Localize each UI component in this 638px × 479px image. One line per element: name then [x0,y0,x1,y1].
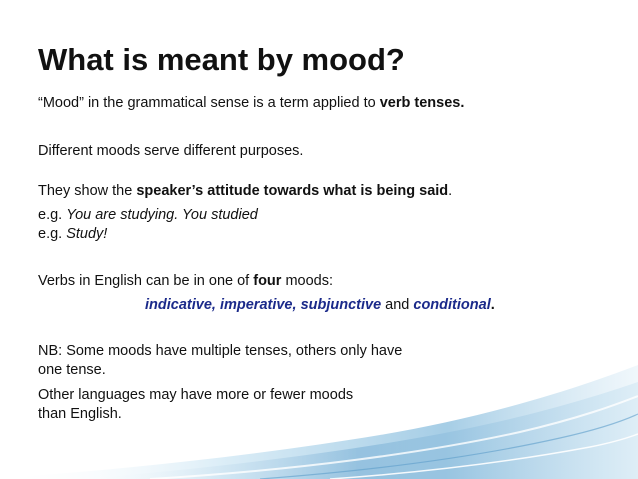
example-line-2 [38,225,107,243]
paragraph-attitude [38,182,452,200]
mood-subjunctive: subjunctive [300,297,382,313]
nb-line-2: one tense. [38,362,106,378]
separator: , [292,297,301,313]
example-prefix: e.g. [38,226,67,242]
moods-list [145,296,495,314]
text: “Mood” in the grammatical sense is a term applied to [38,95,380,111]
paragraph-mood-definition [38,94,464,112]
bold-text: verb tenses. [379,95,465,111]
text: moods: [281,273,334,289]
text: They show the [38,183,137,199]
bold-text: speaker’s attitude towards what is being said [136,183,449,199]
conjunction-and: and [381,297,414,313]
other-languages-line-1: Other languages may have more or fewer moods [38,387,354,403]
example-italic: You are studying. You studied [66,207,258,223]
separator: , [211,297,220,313]
mood-indicative: indicative [145,297,212,313]
bold-text: four [253,273,282,289]
paragraph-purposes: Different moods serve different purposes. [38,143,304,159]
mood-conditional: conditional [413,297,491,313]
example-prefix: e.g. [38,207,67,223]
example-italic: Study! [66,226,108,242]
slide-title: What is meant by mood? [38,42,405,77]
paragraph-four-moods [38,272,333,290]
mood-imperative: imperative [219,297,293,313]
other-languages-line-2: than English. [38,406,122,422]
example-line-1 [38,206,258,224]
nb-line-1: NB: Some moods have multiple tenses, others only have [38,343,403,359]
period: . [490,297,495,313]
text: . [448,183,453,199]
text: Verbs in English can be in one of [38,273,254,289]
